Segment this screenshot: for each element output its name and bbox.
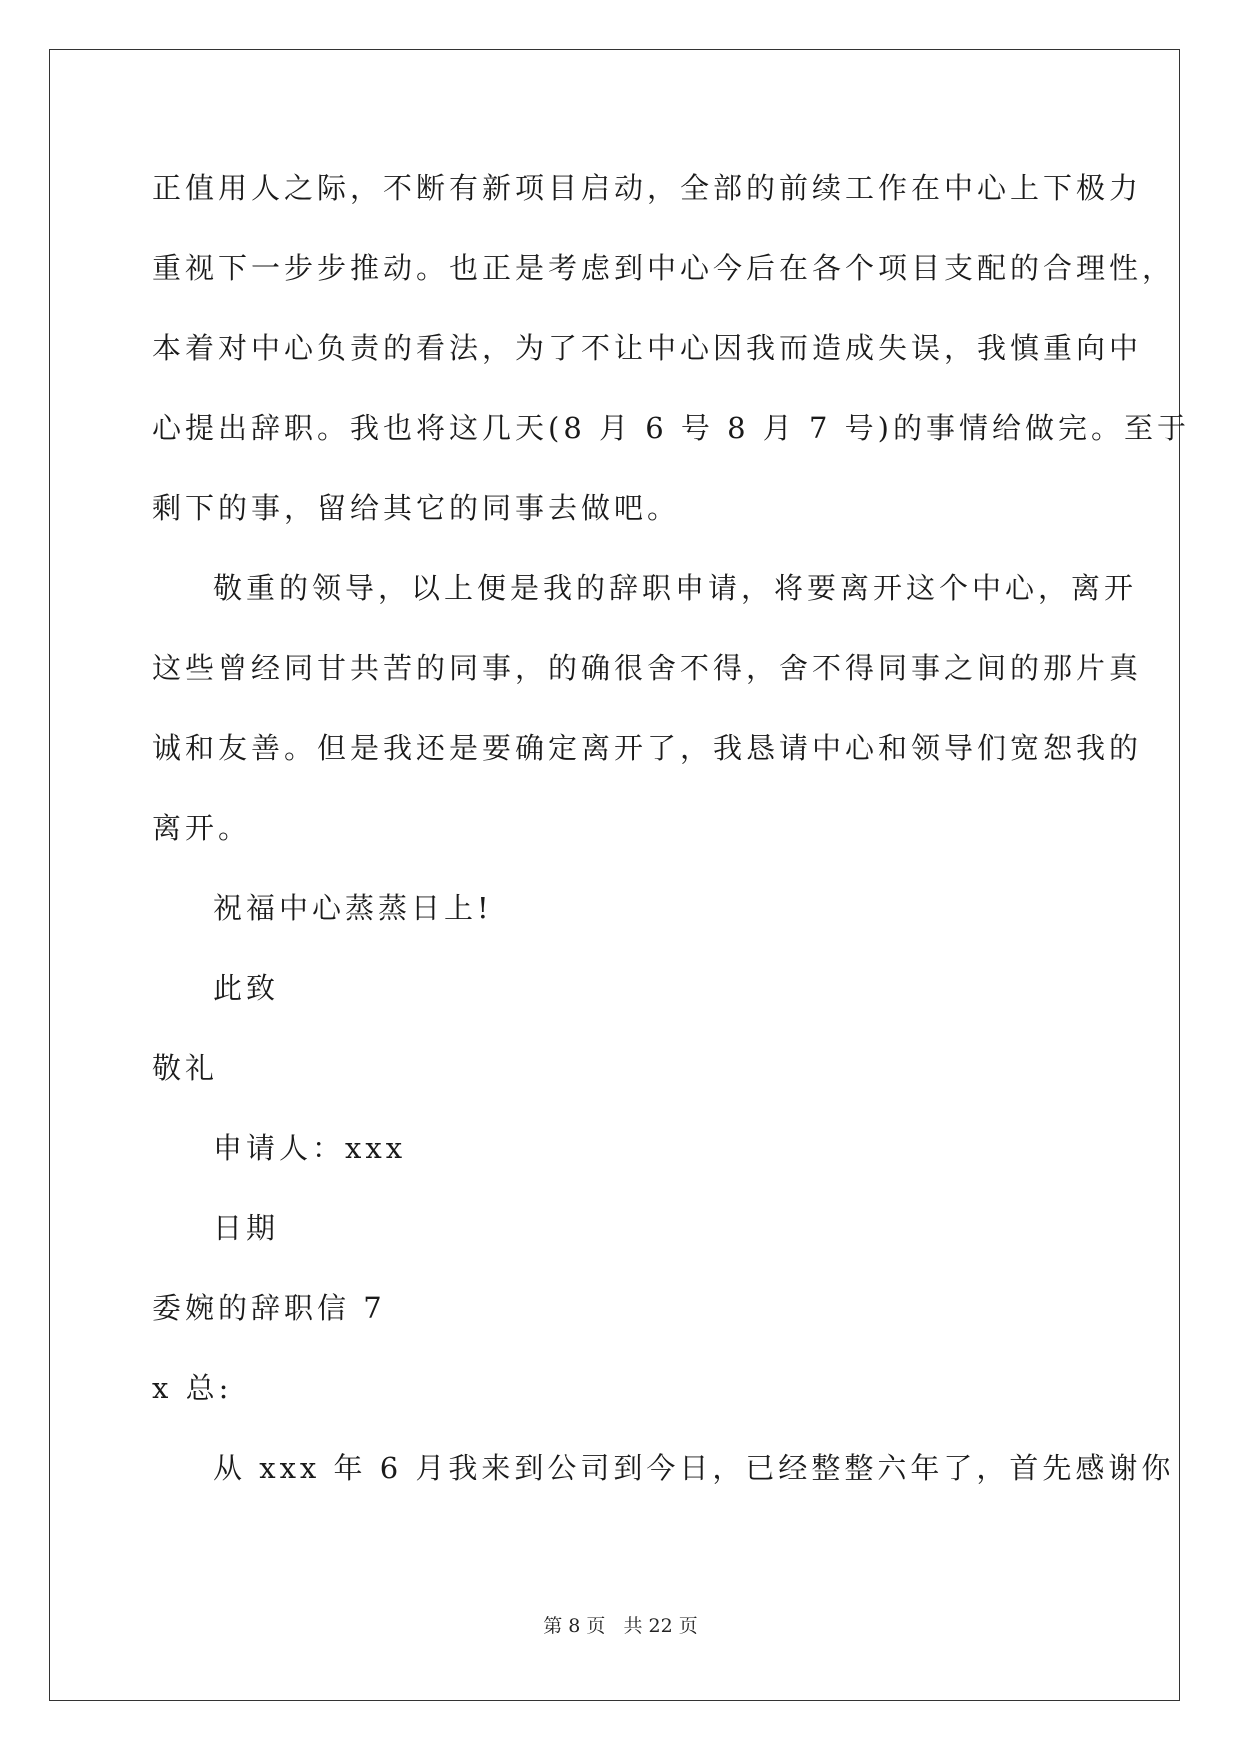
paragraph-line: 重视下一步步推动。也正是考虑到中心今后在各个项目支配的合理性， [152, 251, 1176, 285]
paragraph-line: 这些曾经同甘共苦的同事，的确很舍不得，舍不得同事之间的那片真 [152, 651, 1143, 685]
addressee-line: x 总: [152, 1371, 233, 1405]
page-number: 第 8 页 [543, 1615, 606, 1637]
paragraph-line: 心提出辞职。我也将这几天(8 月 6 号 8 月 7 号)的事情给做完。至于 [152, 411, 1190, 445]
page-footer [0, 1614, 1241, 1638]
closing-wish: 祝福中心蒸蒸日上! [213, 891, 493, 925]
paragraph-line: 剩下的事，留给其它的同事去做吧。 [152, 491, 681, 525]
paragraph-line: 离开。 [152, 811, 252, 845]
paragraph-line: 从 xxx 年 6 月我来到公司到今日，已经整整六年了，首先感谢你 [213, 1451, 1175, 1485]
page-total: 共 22 页 [623, 1615, 698, 1637]
section-title: 委婉的辞职信 7 [152, 1291, 386, 1325]
salutation-cizhi: 此致 [213, 971, 280, 1005]
date-line: 日期 [213, 1211, 280, 1245]
paragraph-line: 敬重的领导，以上便是我的辞职申请，将要离开这个中心，离开 [213, 571, 1138, 605]
paragraph-line: 诚和友善。但是我还是要确定离开了，我恳请中心和领导们宽恕我的 [152, 731, 1143, 765]
applicant-line: 申请人：xxx [213, 1131, 407, 1165]
salutation-jingli: 敬礼 [152, 1051, 219, 1085]
paragraph-line: 正值用人之际，不断有新项目启动，全部的前续工作在中心上下极力 [152, 171, 1143, 205]
paragraph-line: 本着对中心负责的看法，为了不让中心因我而造成失误，我慎重向中 [152, 331, 1143, 365]
